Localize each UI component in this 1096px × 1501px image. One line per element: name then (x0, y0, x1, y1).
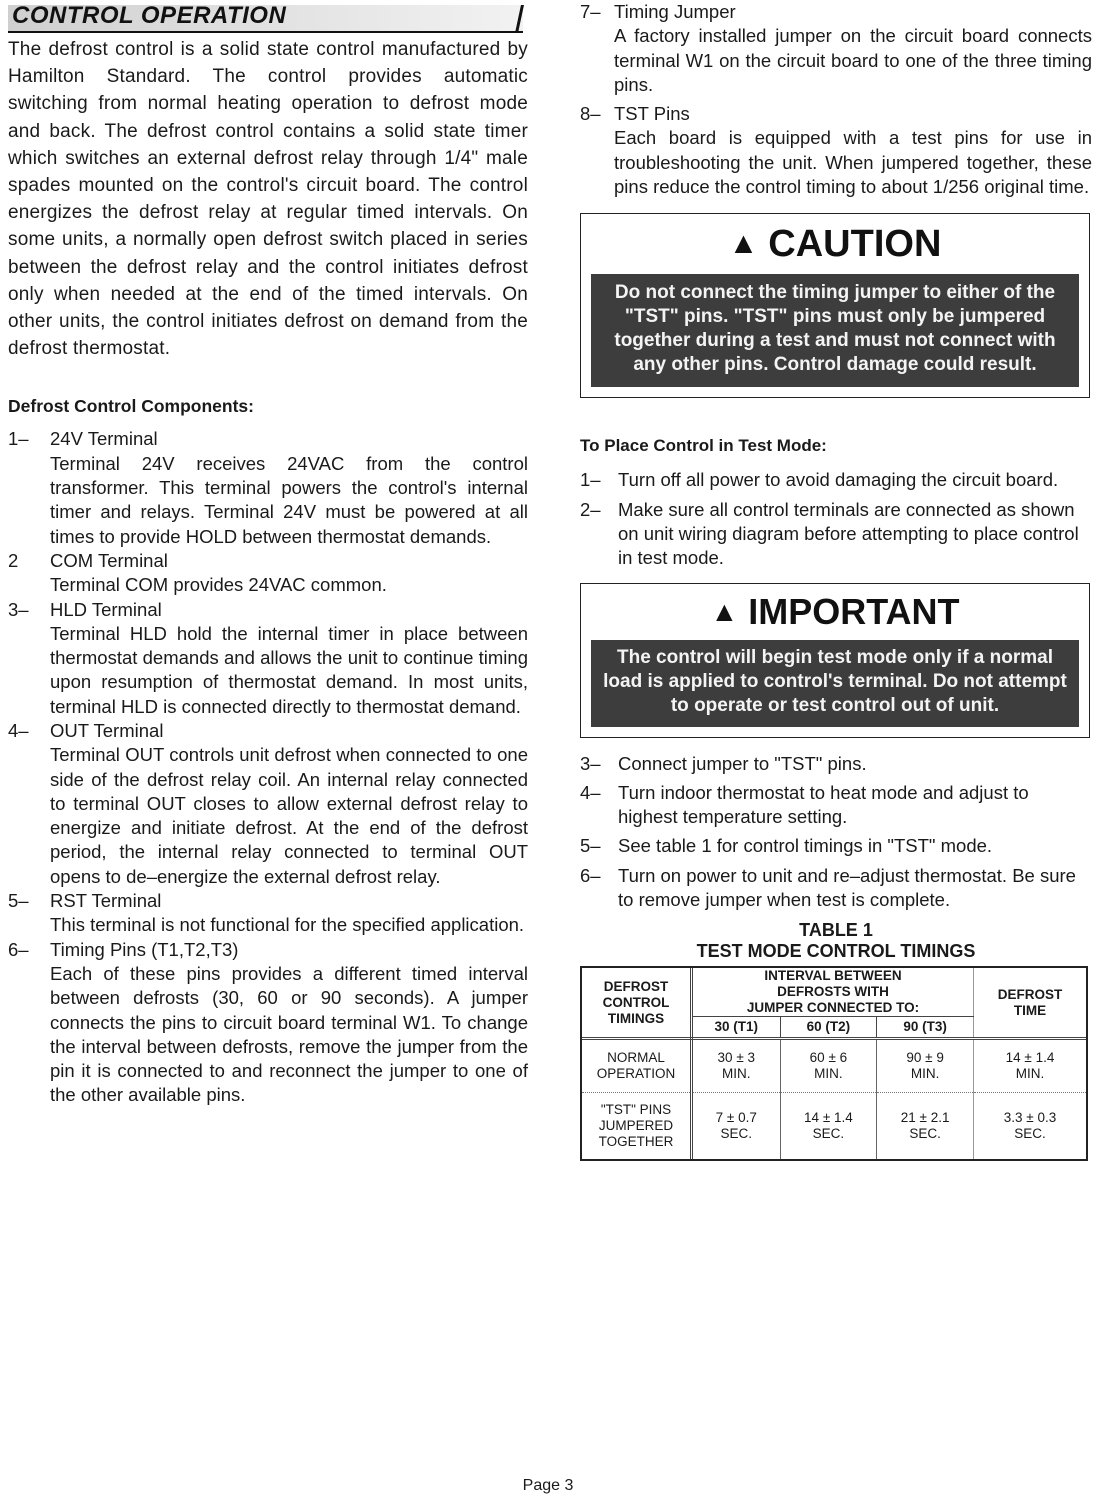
step-number: 5– (580, 835, 601, 857)
step-number: 1– (580, 469, 601, 491)
test-mode-heading: To Place Control in Test Mode: (580, 436, 827, 456)
item-title: HLD Terminal (50, 598, 162, 620)
step-number: 4– (580, 781, 601, 803)
row-label-line: OPERATION (596, 1066, 676, 1082)
row-label-line: JUMPERED (598, 1118, 674, 1134)
table-subheader: 30 (T1) (692, 1017, 781, 1039)
step-text: Turn off all power to avoid damaging the circuit board. (618, 469, 1059, 491)
table-cell (692, 1093, 781, 1160)
cell-unit: SEC. (1014, 1126, 1046, 1142)
caution-text: Do not connect the timing jumper to either of the "TST" pins. "TST" pins must only be jumpered together during a test and must not connect with any other pins. Control damage could result. (591, 274, 1079, 387)
component-item (580, 0, 1092, 97)
cell-unit: MIN. (814, 1066, 843, 1082)
cell-value: 14 ± 1.4 (1005, 1050, 1055, 1066)
cell-value: 60 ± 6 (809, 1050, 848, 1066)
component-item (580, 102, 1092, 199)
caution-title: CAUTION (768, 222, 942, 265)
item-description: Terminal 24V receives 24VAC from the control transformer. This terminal powers the control's internal timer and relays. Terminal 24V must be powered at all times to provide HOLD between thermostat demands. (50, 452, 528, 547)
section-banner (8, 0, 528, 34)
row-label (582, 1039, 692, 1093)
component-item (8, 719, 528, 889)
item-number: 5– (8, 890, 29, 912)
test-step (580, 834, 1092, 858)
step-number: 6– (580, 864, 601, 886)
row-label-line: TOGETHER (598, 1134, 674, 1150)
item-number: 4– (8, 720, 29, 741)
item-description: Terminal OUT controls unit defrost when connected to one side of the defrost relay coil. An internal relay connected to terminal OUT closes to allow external defrost relay to energize and initiate defrost. At the end of the defrost period, the internal relay connected to terminal OUT opens to de–energize the external defrost relay. (50, 744, 528, 887)
item-title: OUT Terminal (50, 720, 164, 741)
row-label (582, 1093, 692, 1160)
table-cell (974, 1039, 1087, 1093)
step-number: 3– (580, 752, 601, 774)
warning-triangle-icon: ▲ (728, 227, 759, 261)
important-text: The control will begin test mode only if a normal load is applied to control's terminal. Do not attempt to operate or test control out of unit. (591, 640, 1079, 727)
row-label-line: NORMAL (607, 1050, 665, 1066)
components-list (8, 427, 528, 1107)
table-subheader: 60 (T2) (780, 1017, 877, 1039)
test-step (580, 468, 1092, 492)
cell-value: 30 ± 3 (717, 1050, 755, 1066)
item-title: Timing Jumper (614, 1, 736, 22)
test-step (580, 781, 1092, 830)
item-number: 7– (580, 1, 601, 22)
cell-unit: SEC. (812, 1126, 845, 1142)
cell-unit: MIN. (1015, 1066, 1045, 1082)
timings-table-frame (580, 966, 1088, 1161)
cell-value: 7 ± 0.7 (715, 1110, 757, 1126)
timings-table (582, 968, 1086, 1159)
table-cell (877, 1039, 974, 1093)
table-cell (692, 1039, 781, 1093)
item-title: 24V Terminal (50, 428, 158, 450)
important-title: IMPORTANT (748, 590, 960, 632)
item-title: Timing Pins (T1,T2,T3) (50, 938, 239, 960)
header-line: CONTROL (602, 994, 670, 1010)
section-title: CONTROL OPERATION (12, 2, 287, 29)
cell-value: 3.3 ± 0.3 (1003, 1110, 1057, 1126)
header-line: DEFROSTS WITH (777, 984, 889, 1000)
header-line: JUMPER CONNECTED TO: (746, 1000, 920, 1016)
cell-unit: MIN. (722, 1066, 751, 1082)
item-number: 3– (8, 598, 29, 620)
test-step (580, 752, 1092, 776)
component-item (8, 889, 528, 938)
component-item (8, 938, 528, 1108)
caution-box (580, 213, 1090, 398)
item-description: Terminal HLD hold the internal timer in place between thermostat demands and allows the unit to continue timing upon resumption of thermostat demand. In most units, terminal HLD is connected directly to thermostat demand. (50, 622, 528, 717)
table-row (582, 1093, 1086, 1160)
step-text: See table 1 for control timings in "TST" mode. (618, 835, 993, 857)
item-number: 1– (8, 428, 29, 450)
table-row (582, 1039, 1086, 1093)
table-subheader: 90 (T3) (877, 1017, 974, 1039)
caution-header (581, 214, 1089, 274)
test-step (580, 498, 1092, 571)
right-column (580, 0, 1092, 1161)
component-item (8, 549, 528, 598)
item-description: Each of these pins provides a different timed interval between defrosts (30, 60 or 90 seconds). A jumper connects the pins to circuit board terminal W1. To change the interval between defrosts, remove the jumper from the pin it is connected to and reconnect the jumper to one of the other available pins. (50, 962, 528, 1106)
components-heading: Defrost Control Components: (8, 396, 254, 417)
item-description: A factory installed jumper on the circuit board connects terminal W1 on the circuit board to one of the three timing pins. (614, 25, 1092, 95)
item-title: TST Pins (614, 103, 690, 125)
important-box (580, 583, 1090, 738)
intro-paragraph: The defrost control is a solid state control manufactured by Hamilton Standard. The control provides automatic switching from normal heating operation to defrost mode and back. The defrost control contains a solid state timer which switches an external defrost relay through 1/4" male spades mounted on the control's circuit board. The control energizes the defrost relay at regular timed intervals. On some units, a normally open defrost switch placed in series between the defrost relay and the control initiates defrost only when needed at the end of the timed intervals. On other units, the control initiates defrost on demand from the defrost thermostat. (8, 39, 528, 360)
item-description: Terminal COM provides 24VAC common. (50, 574, 387, 596)
step-text: Make sure all control terminals are connected as shown on unit wiring diagram before attempting to place control in test mode. (618, 498, 1079, 569)
step-number: 2– (580, 498, 601, 520)
table-number: TABLE 1 (799, 920, 873, 941)
table-title: TEST MODE CONTROL TIMINGS (696, 941, 976, 962)
test-step (580, 864, 1092, 913)
left-column (8, 0, 528, 1108)
item-title: COM Terminal (50, 549, 168, 571)
table-header-cell (582, 968, 692, 1039)
cell-unit: MIN. (910, 1066, 940, 1082)
cell-unit: SEC. (720, 1126, 753, 1142)
row-label-line: "TST" PINS (600, 1102, 672, 1118)
item-number: 2 (8, 549, 19, 571)
step-text: Turn on power to unit and re–adjust thermostat. Be sure to remove jumper when test is complete. (618, 864, 1076, 911)
item-description: Each board is equipped with a test pins for use in troubleshooting the unit. When jumpered together, these pins reduce the control timing to about 1/256 original time. (614, 127, 1092, 198)
table-group-header (692, 968, 974, 1017)
step-text: Turn indoor thermostat to heat mode and adjust to highest temperature setting. (618, 781, 1029, 828)
cell-value: 14 ± 1.4 (804, 1110, 853, 1126)
item-number: 8– (580, 103, 601, 125)
item-number: 6– (8, 938, 29, 960)
step-text: Connect jumper to "TST" pins. (618, 752, 867, 774)
table-caption (580, 920, 1092, 962)
component-item (8, 598, 528, 719)
test-steps-list (580, 468, 1092, 570)
cell-value: 90 ± 9 (906, 1050, 944, 1066)
table-header-cell (974, 968, 1087, 1039)
cell-unit: SEC. (909, 1126, 941, 1142)
table-cell (780, 1093, 877, 1160)
header-line: TIMINGS (607, 1010, 665, 1026)
test-steps-list-continued (580, 752, 1092, 913)
important-header (581, 584, 1089, 640)
cell-value: 21 ± 2.1 (900, 1110, 950, 1126)
page-number: Page 3 (522, 1477, 574, 1494)
header-line: TIME (1013, 1002, 1047, 1018)
header-line: DEFROST (997, 986, 1063, 1002)
header-line: INTERVAL BETWEEN (764, 968, 902, 984)
table-cell (974, 1093, 1087, 1160)
item-description: This terminal is not functional for the specified application. (50, 914, 525, 936)
component-item (8, 427, 528, 548)
warning-triangle-icon: ▲ (710, 595, 739, 627)
table-cell (877, 1093, 974, 1160)
item-title: RST Terminal (50, 890, 162, 912)
header-line: DEFROST (603, 978, 669, 994)
table-cell (780, 1039, 877, 1093)
